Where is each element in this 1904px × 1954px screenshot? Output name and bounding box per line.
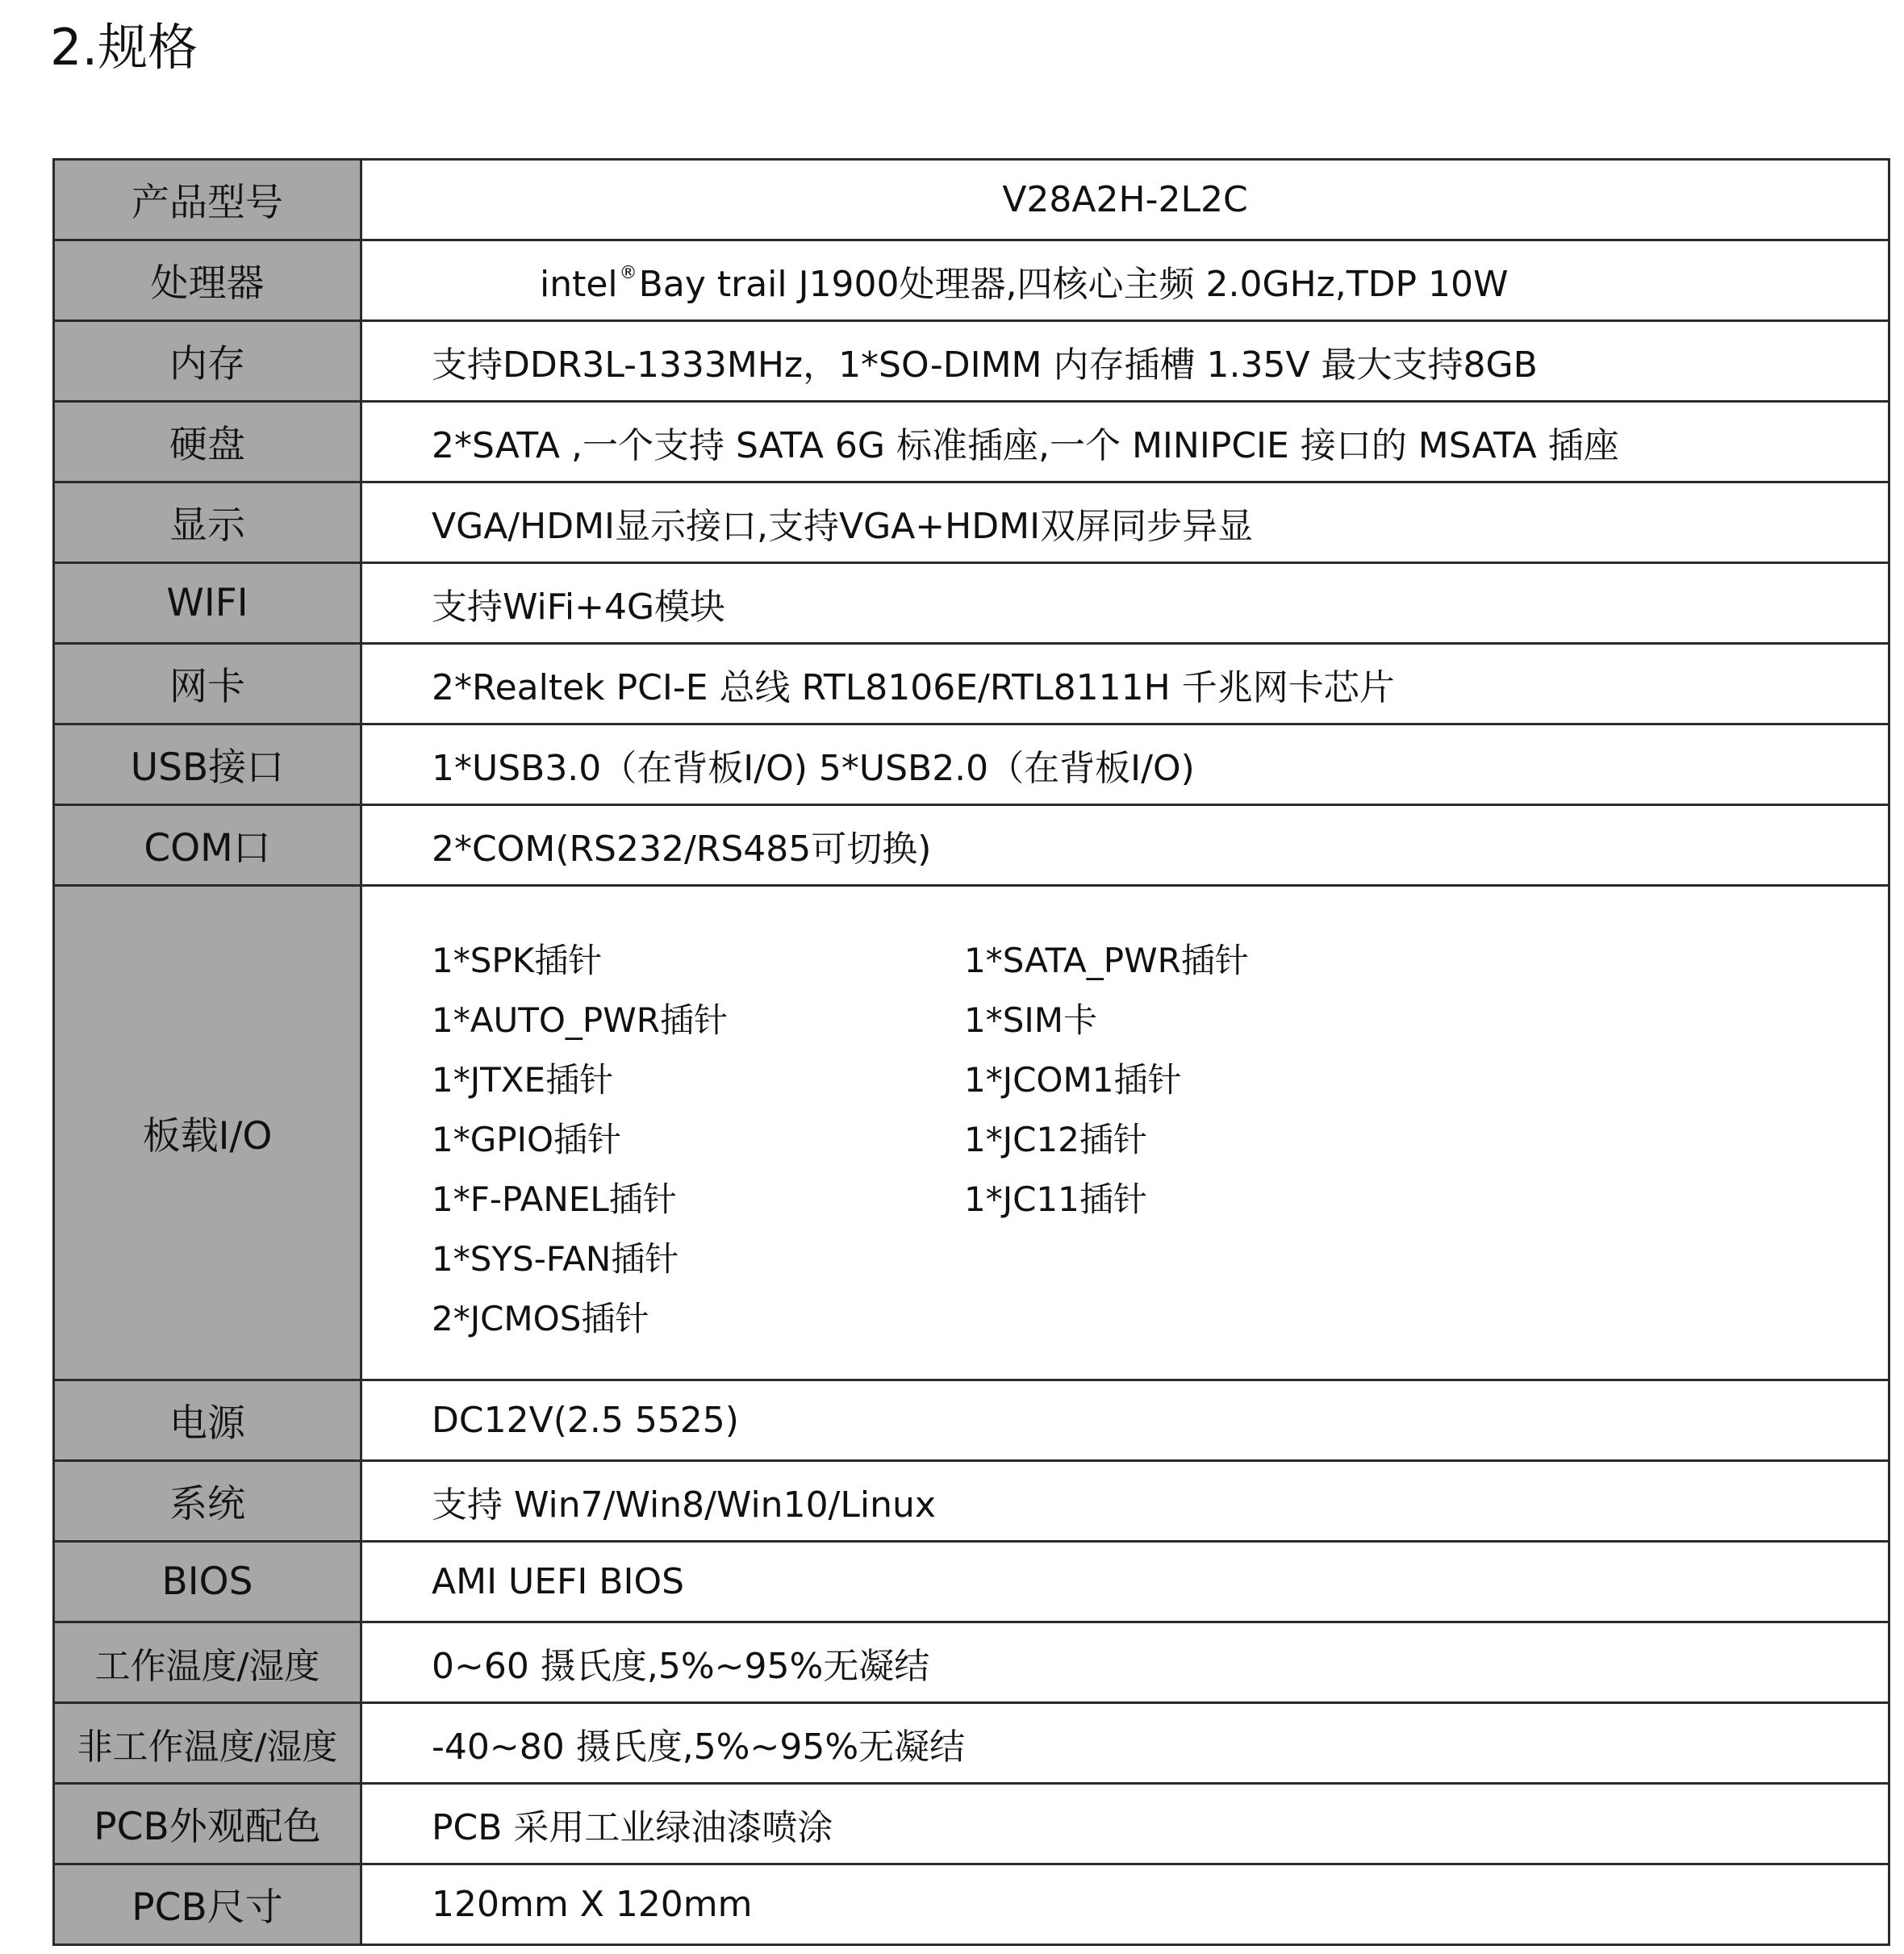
io-item: 1*JC12插针 bbox=[964, 1120, 1147, 1159]
row-label: 产品型号 bbox=[54, 160, 361, 240]
row-label: 非工作温度/湿度 bbox=[54, 1703, 361, 1784]
row-value: 2*SATA ,一个支持 SATA 6G 标准插座,一个 MINIPCIE 接口的 MSATA 插座 bbox=[361, 402, 1889, 482]
value-suffix: Bay trail J1900处理器,四核心主频 2.0GHz,TDP 10W bbox=[638, 263, 1509, 305]
row-value bbox=[361, 240, 1889, 321]
row-value: 120mm X 120mm bbox=[361, 1864, 1889, 1945]
spec-table bbox=[52, 158, 1890, 1946]
row-label: 显示 bbox=[54, 482, 361, 563]
row-value: 2*COM(RS232/RS485可切换) bbox=[361, 805, 1889, 886]
io-item: 1*SIM卡 bbox=[964, 1000, 1098, 1040]
row-value: 1*USB3.0（在背板I/O) 5*USB2.0（在背板I/O) bbox=[361, 724, 1889, 805]
io-item: 1*JC11插针 bbox=[964, 1179, 1147, 1219]
io-item: 1*GPIO插针 bbox=[432, 1120, 622, 1159]
registered-mark-icon: ® bbox=[619, 262, 637, 283]
io-item: 1*SATA_PWR插针 bbox=[964, 941, 1249, 980]
row-label: 系统 bbox=[54, 1461, 361, 1542]
value-prefix: intel bbox=[540, 263, 618, 305]
row-value: 支持DDR3L-1333MHz，1*SO-DIMM 内存插槽 1.35V 最大支持8GB bbox=[361, 321, 1889, 402]
row-value: VGA/HDMI显示接口,支持VGA+HDMI双屏同步异显 bbox=[361, 482, 1889, 563]
row-value: -40~80 摄氏度,5%~95%无凝结 bbox=[361, 1703, 1889, 1784]
row-label: WIFI bbox=[54, 563, 361, 644]
row-label: 内存 bbox=[54, 321, 361, 402]
row-value: V28A2H-2L2C bbox=[361, 160, 1889, 240]
row-value: 支持WiFi+4G模块 bbox=[361, 563, 1889, 644]
row-label: COM口 bbox=[54, 805, 361, 886]
row-label: 工作温度/湿度 bbox=[54, 1622, 361, 1703]
io-item: 2*JCMOS插针 bbox=[432, 1299, 649, 1338]
row-label: PCB外观配色 bbox=[54, 1784, 361, 1864]
spec-row-usb bbox=[54, 724, 1889, 805]
row-label: 板载I/O bbox=[54, 886, 361, 1380]
spec-row-pcb-color bbox=[54, 1784, 1889, 1864]
row-value: 支持 Win7/Win8/Win10/Linux bbox=[361, 1461, 1889, 1542]
io-item: 1*AUTO_PWR插针 bbox=[432, 1000, 728, 1040]
spec-row-wifi bbox=[54, 563, 1889, 644]
row-label: PCB尺寸 bbox=[54, 1864, 361, 1945]
spec-row-memory bbox=[54, 321, 1889, 402]
spec-row-bios bbox=[54, 1542, 1889, 1622]
row-label: 硬盘 bbox=[54, 402, 361, 482]
row-value: 0~60 摄氏度,5%~95%无凝结 bbox=[361, 1622, 1889, 1703]
io-item: 1*JCOM1插针 bbox=[964, 1060, 1182, 1100]
row-value: DC12V(2.5 5525) bbox=[361, 1380, 1889, 1461]
spec-row-network bbox=[54, 644, 1889, 724]
spec-row-os bbox=[54, 1461, 1889, 1542]
io-item: 1*SPK插针 bbox=[432, 941, 603, 980]
io-item: 1*JTXE插针 bbox=[432, 1060, 614, 1100]
spec-row-onboard-io bbox=[54, 886, 1889, 1380]
row-label: BIOS bbox=[54, 1542, 361, 1622]
spec-row-display bbox=[54, 482, 1889, 563]
io-item: 1*F-PANEL插针 bbox=[432, 1179, 677, 1219]
spec-row-storage bbox=[54, 402, 1889, 482]
spec-row-pcb-size bbox=[54, 1864, 1889, 1945]
row-label: USB接口 bbox=[54, 724, 361, 805]
io-item: 1*SYS-FAN插针 bbox=[432, 1239, 679, 1279]
onboard-io-list bbox=[432, 887, 1888, 1379]
page-title: 2.规格 bbox=[50, 18, 198, 77]
row-label: 网卡 bbox=[54, 644, 361, 724]
spec-row-operating-temp bbox=[54, 1622, 1889, 1703]
spec-row-model bbox=[54, 160, 1889, 240]
row-value: PCB 采用工业绿油漆喷涂 bbox=[361, 1784, 1889, 1864]
spec-row-storage-temp bbox=[54, 1703, 1889, 1784]
row-value: 2*Realtek PCI-E 总线 RTL8106E/RTL8111H 千兆网卡芯片 bbox=[361, 644, 1889, 724]
row-value bbox=[361, 886, 1889, 1380]
spec-row-com bbox=[54, 805, 1889, 886]
spec-row-processor bbox=[54, 240, 1889, 321]
spec-row-power bbox=[54, 1380, 1889, 1461]
row-value: AMI UEFI BIOS bbox=[361, 1542, 1889, 1622]
row-label: 处理器 bbox=[54, 240, 361, 321]
row-label: 电源 bbox=[54, 1380, 361, 1461]
